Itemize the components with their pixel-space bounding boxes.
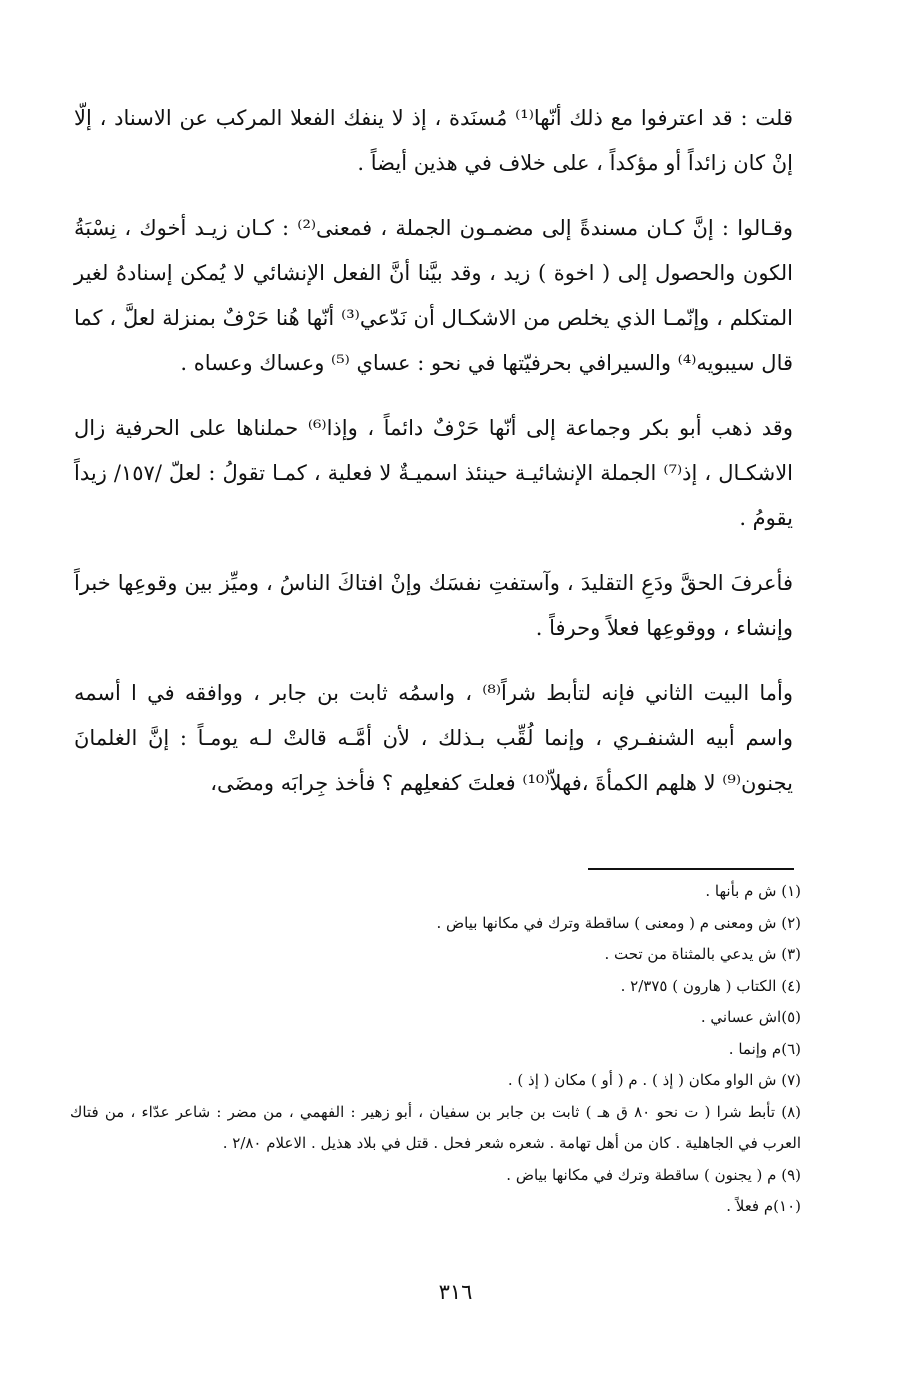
footnotes [70,876,801,1223]
footnote: (٢) ش ومعنى م ( ومعنى ) ساقطة وترك في مكانها بياض . [436,913,801,932]
footnote: (١٠)م فعلاً . [726,1197,801,1215]
footnote: (٥)اش عساني . [700,1008,801,1026]
footnote: (٩) م ( يجنون ) ساقطة وترك في مكانها بياض . [506,1165,801,1184]
paragraph: فأعرفَ الحقَّ ودَعِ التقليدَ ، وآستفتِ نفسَك وإنْ افتاكَ الناسُ ، وميِّز بين وقوعِها خبراً وإنشاء ، ووقوعِها فعلاً وحرفاً . [74,571,793,640]
page-number: ٣١٦ [438,1280,473,1304]
paragraph: وقـالوا : إنَّ كـان مسندةً إلى مضمـون الجملة ، فمعنى⁽²⁾ : كـان زيـد أخوك ، نِسْبَةُ الكون والحصول إلى ( اخوة ) زيد ، وقد بيَّنا أنَّ الفعل الإنشائي لا يُمكن إسنادهُ لغير المتكلم ، وإنّمـا الذي يخلص من الاشكـال أن نَدّعي⁽³⁾ أنّها هُنا حَرْفٌ بمنزلة لعلَّ ، كما قال سيبويه⁽⁴⁾ والسيرافي بحرفيّتها في نحو : عساي ⁽⁵⁾ وعساك وعساه . [74,216,794,375]
footnote: (١) ش م بأنها . [705,882,801,900]
footnote: (٧) ش الواو مكان ( إذ ) . م ( أو ) مكان ( إذ ) . [507,1071,801,1089]
footnote: (٨) تأبط شرا ( ت نحو ٨٠ ق هـ ) ثابت بن جابر بن سفيان ، أبو زهير : الفهمي ، من مضر : شاعر عدّاء ، من فتاك العرب في الجاهلية . كان من أهل تهامة . شعره شعر فحل . قتل في بلاد هذيل . الاعلام ٢/٨٠ . [70,1102,801,1152]
paragraph: وأما البيت الثاني فإنه لتأبط شراً⁽⁸⁾ ، واسمُه ثابت بن جابر ، ووافقه في ا أسمه واسم أبيه الشنفـري ، وإنما لُقِّب بـذلك ، لأن أمَّـه قالتْ لـه يومـاً : إنَّ الغلمانَ يجنون⁽⁹⁾ لا هلهم الكمأةَ ،فهلاّ⁽¹⁰⁾ فعلتَ كفعلِهم ؟ فأخذ جِرابَه ومضَى، [74,681,793,795]
paragraph: وقد ذهب أبو بكر وجماعة إلى أنّها حَرْفٌ دائماً ، وإذا⁽⁶⁾ حملناها على الحرفية زال الاشكـال ، إذ⁽⁷⁾ الجملة الإنشائيـة حينئذ اسميـةٌ لا فعلية ، كمـا تقولُ : لعلّ /١٥٧/ زيداً يقومُ . [74,416,794,530]
footnote: (٤) الكتاب ( هارون ) ٢/٣٧٥ . [620,976,801,995]
footnote-divider [588,868,794,870]
paragraph: قلت : قد اعترفوا مع ذلك أنّها⁽¹⁾ مُسنَدة ، إذ لا ينفك الفعلا المركب عن الاسناد ، إلّا إنْ كان زائداً أو مؤكداً ، على خلاف في هذين أيضاً . [74,106,793,175]
footnote: (٦)م وإنما . [728,1039,801,1058]
footnote: (٣) ش يدعي بالمثناة من تحت . [604,945,801,963]
main-text [74,96,793,806]
